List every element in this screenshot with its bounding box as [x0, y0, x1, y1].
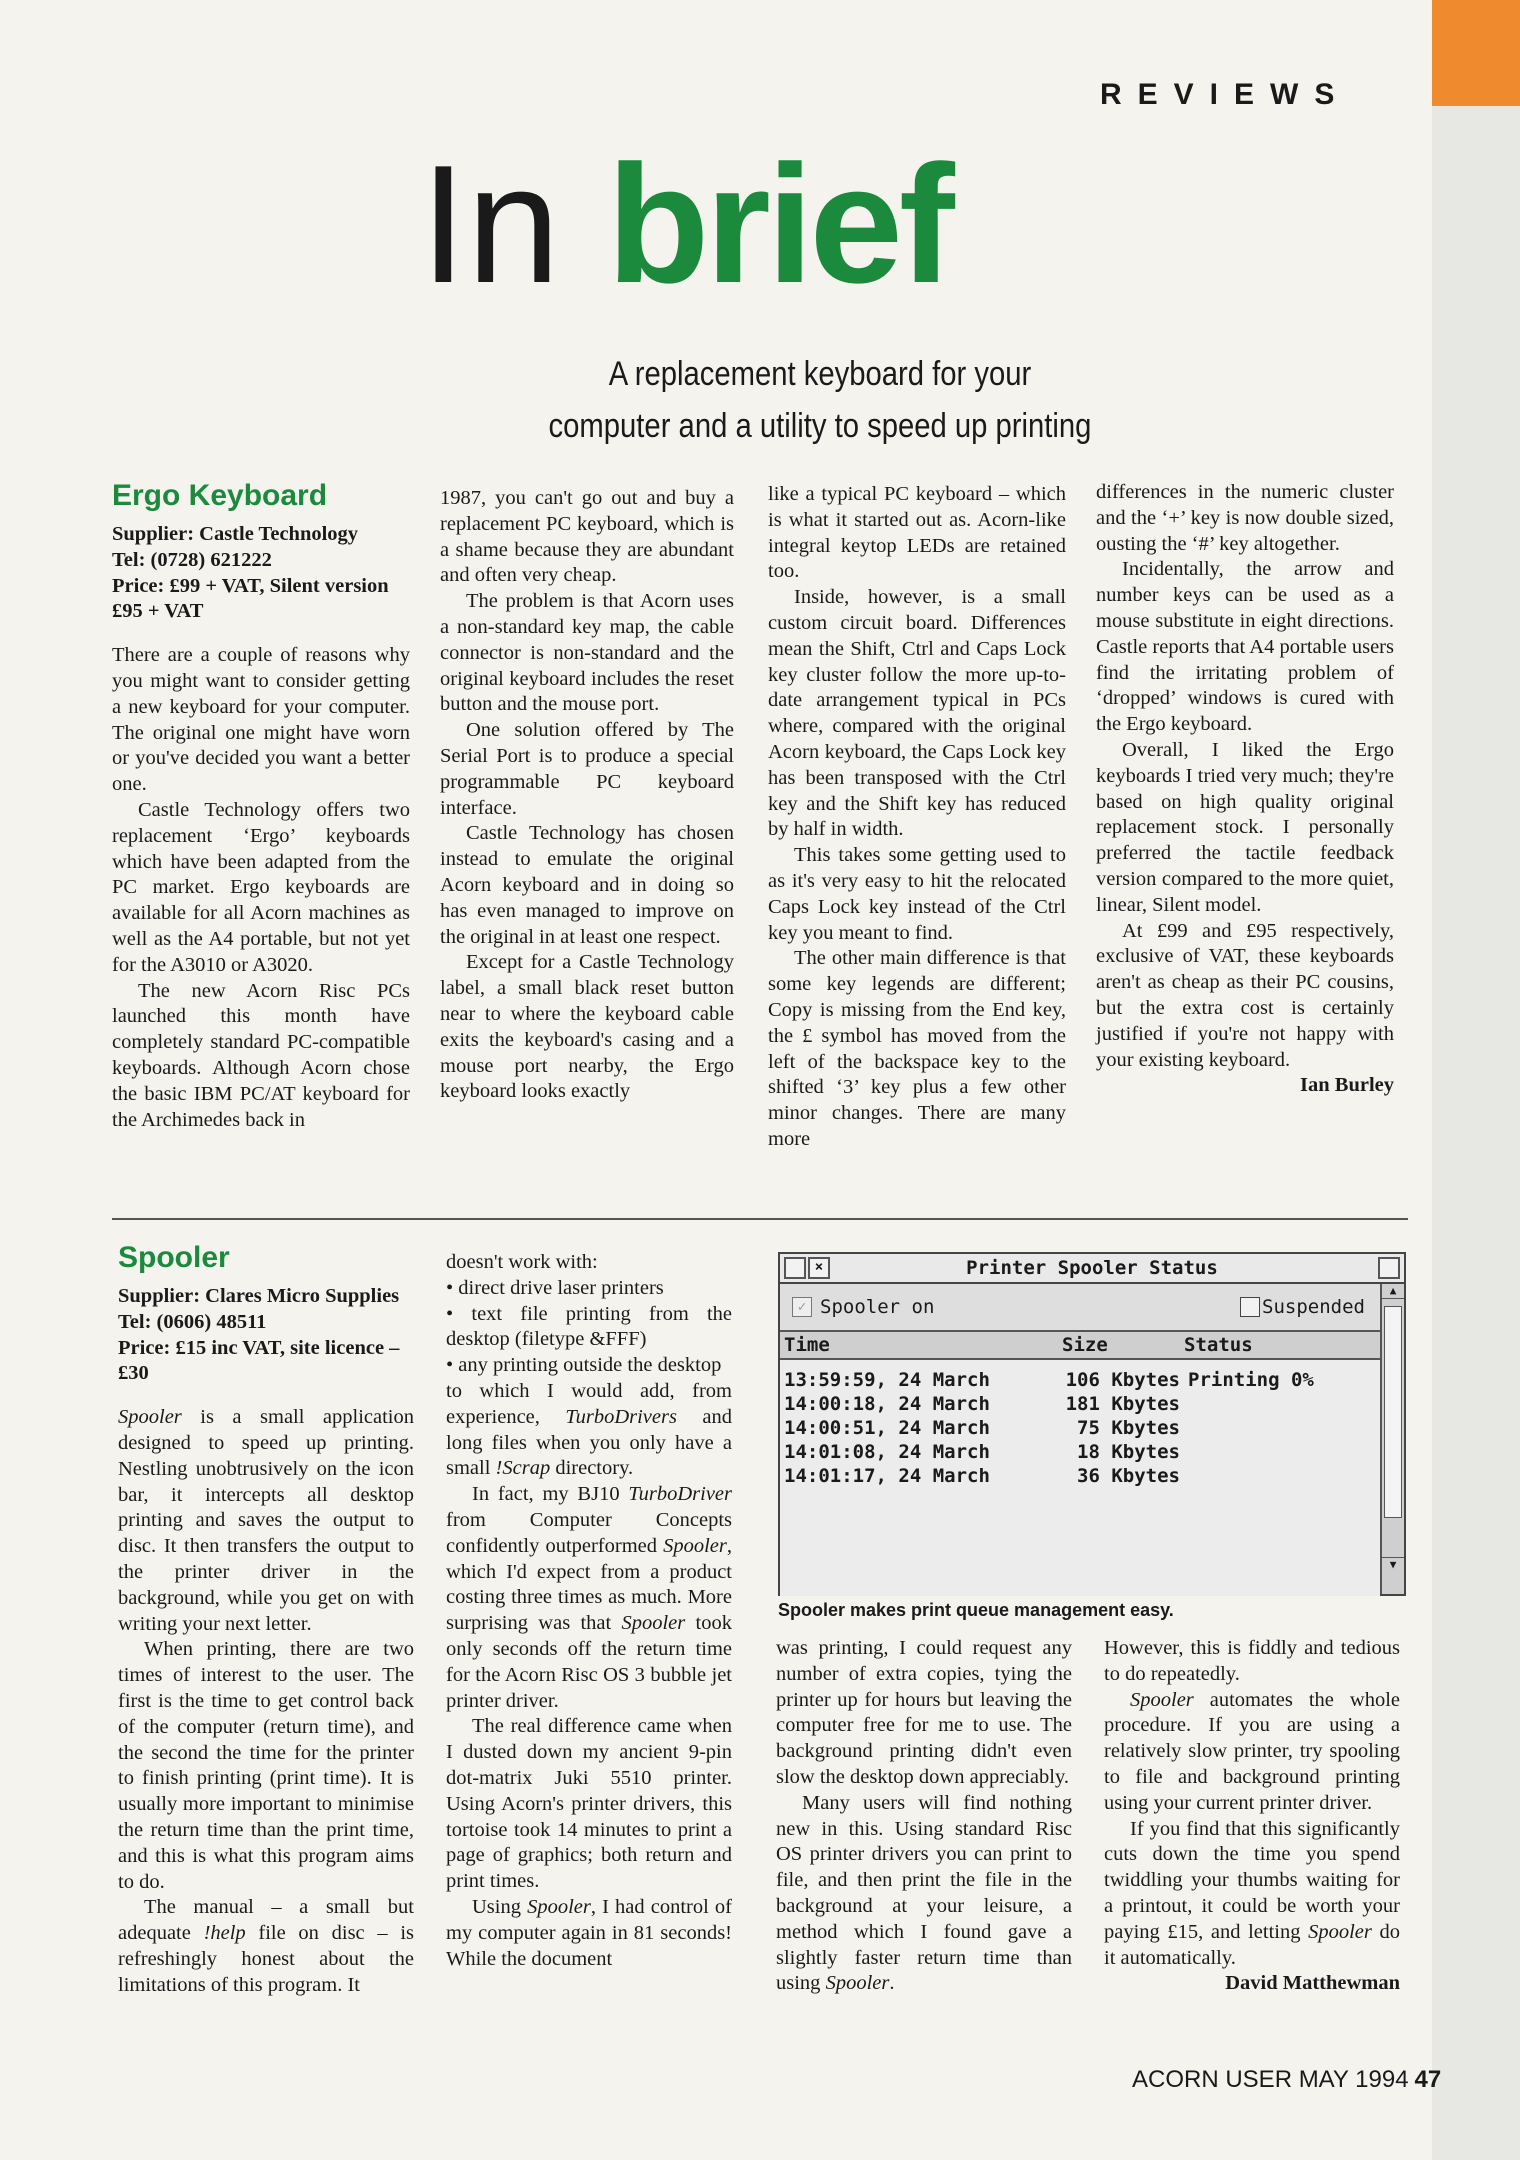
column-header-time: Time [784, 1334, 830, 1356]
bullet-item: • text file printing from the desktop (filetype &FFF) [446, 1302, 732, 1351]
paragraph: Incidentally, the arrow and number keys can be used as a mouse substitute in eight directions. Castle reports that A4 portable users find the irritating problem of ‘dropped’ windows is cured with the Ergo keyboard. [1096, 558, 1394, 736]
subtitle-line: A replacement keyboard for your [608, 355, 1032, 393]
title-word-in: In [420, 130, 561, 318]
paragraph: Spooler is a small application designed to speed up printing. Nestling unobtrusively on the icon bar, it intercepts all desktop printing and saves the output to disc. It then transfers the output to the printer driver in the background, while you get on with writing your next letter. [118, 1406, 414, 1635]
queue-list [780, 1360, 1380, 1596]
paragraph: Except for a Castle Technology label, a small black reset button near to where the keyboard cable exits the keyboard's casing and a mouse port nearby, the Ergo keyboard looks exactly [440, 951, 734, 1103]
bullet-item: • any printing outside the desktop [446, 1354, 722, 1377]
queue-row: 13:59:59, 24 March 106 Kbytes Printing 0% [784, 1369, 1314, 1391]
suspended-label: Suspended [1262, 1296, 1365, 1318]
scroll-up-icon: ▲ [1382, 1284, 1404, 1299]
spooler-column-3 [776, 1636, 1072, 1997]
ergo-column-2 [440, 486, 734, 1105]
spooler-column-1 [118, 1240, 414, 1999]
spooler-tel: Tel: (0606) 48511 [118, 1310, 267, 1333]
control-row [780, 1284, 1380, 1330]
back-icon [784, 1257, 806, 1279]
page-edge-strip [1432, 106, 1520, 2160]
paragraph: If you find that this significantly cuts down the time you spend twiddling your thumbs waiting for a printout, it could be worth your paying £15, and letting Spooler do it automatically. [1104, 1817, 1401, 1969]
suspended-checkbox-icon [1240, 1297, 1260, 1317]
scroll-thumb [1384, 1306, 1402, 1518]
spooler-price: Price: £15 inc VAT, site licence – £30 [118, 1336, 400, 1385]
column-header-status: Status [1184, 1334, 1253, 1356]
subtitle-line: computer and a utility to speed up printing [548, 407, 1092, 445]
queue-row: 14:00:51, 24 March 75 Kbytes [784, 1417, 1180, 1439]
window-title: Printer Spooler Status [966, 1257, 1218, 1279]
column-header-size: Size [1062, 1334, 1108, 1356]
window-title-bar [780, 1254, 1404, 1284]
paragraph: Castle Technology offers two replacement ‘Ergo’ keyboards which have been adapted from the PC market. Ergo keyboards are available for all Acorn machines as well as the A4 portable, but not yet for the A3010 or A3020. [112, 798, 410, 976]
page-title [420, 130, 951, 318]
column-header-row [780, 1330, 1380, 1360]
paragraph: differences in the numeric cluster and the ‘+’ key is now double sized, ousting the ‘#’ key altogether. [1096, 481, 1394, 555]
paragraph: to which I would add, from experience, TurboDrivers and long files when you only have a small !Scrap directory. [446, 1379, 732, 1480]
spooler-supplier-info [118, 1284, 414, 1387]
window-scrollbar [1380, 1284, 1404, 1594]
magazine-issue: ACORN USER MAY 1994 [1132, 2066, 1409, 2093]
spooler-supplier: Supplier: Clares Micro Supplies [118, 1285, 400, 1307]
spooler-column-4 [1104, 1636, 1400, 1997]
paragraph: Spooler automates the whole procedure. If you are using a relatively slow printer, try spooling to file and background printing using your current printer driver. [1104, 1688, 1400, 1814]
ergo-column-3 [768, 482, 1066, 1153]
queue-row: 14:00:18, 24 March 181 Kbytes [784, 1393, 1180, 1415]
ergo-heading: Ergo Keyboard [112, 479, 328, 512]
paragraph: Using Spooler, I had control of my computer again in 81 seconds! While the document [446, 1895, 732, 1970]
queue-row: 14:01:17, 24 March 36 Kbytes [784, 1465, 1180, 1487]
paragraph: Inside, however, is a small custom circuit board. Differences mean the Shift, Ctrl and Caps Lock key cluster follow the more up-to-date arrangement typical in PCs where, compared with the original Acorn keyboard, the Caps Lock key has been transposed with the Ctrl key and the Shift key has reduced by half in width. [768, 586, 1066, 841]
ergo-supplier: Supplier: Castle Technology [112, 523, 359, 545]
title-word-brief: brief [606, 130, 951, 318]
paragraph: The manual – a small but adequate !help file on disc – is refreshingly honest about the limitations of this program. It [118, 1896, 415, 1996]
italic-title: Spooler [118, 1406, 182, 1429]
section-label: REVIEWS [1100, 78, 1351, 111]
paragraph: The new Acorn Risc PCs launched this month have completely standard PC-compatible keyboards. Although Acorn chose the basic IBM PC/AT keyboard for the Archimedes back in [112, 979, 410, 1131]
ergo-supplier-info [112, 522, 410, 625]
page-number: 47 [1414, 2066, 1442, 2093]
paragraph: Overall, I liked the Ergo keyboards I tried very much; they're based on high quality original replacement stock. I personally preferred the tactile feedback version compared to the more quiet, linear, Silent model. [1096, 738, 1394, 916]
page-corner-tab [1432, 0, 1520, 106]
paragraph: However, this is fiddly and tedious to do repeatedly. [1104, 1637, 1400, 1685]
bullet-item: • direct drive laser printers [446, 1276, 664, 1299]
toggle-size-icon [1378, 1257, 1400, 1279]
paragraph: The other main difference is that some key legends are different; Copy is missing from the End key, the £ symbol has moved from the left of the backspace key to the shifted ‘3’ key plus a few other minor changes. There are many more [768, 947, 1066, 1150]
window-body [780, 1284, 1380, 1594]
paragraph: doesn't work with: [446, 1251, 598, 1273]
paragraph: like a typical PC keyboard – which is what it started out as. Acorn-like integral keytop LEDs are retained too. [768, 483, 1066, 583]
paragraph: Castle Technology has chosen instead to emulate the original Acorn keyboard and in doing so has even managed to improve on the original in at least one respect. [440, 822, 734, 948]
ergo-price: Price: £99 + VAT, Silent version £95 + VAT [112, 574, 389, 623]
spooler-on-label: Spooler on [820, 1296, 935, 1318]
spooler-column-2 [446, 1250, 732, 1972]
scroll-down-icon: ▼ [1382, 1557, 1404, 1572]
section-divider [112, 1218, 1408, 1220]
close-icon: × [808, 1257, 830, 1279]
paragraph: Many users will find nothing new in this. Using standard Risc OS printer drivers you can print to file, and then print the file in the background at your leisure, a method which I found gave a slightly faster return time than using Spooler. [776, 1791, 1072, 1995]
paragraph: The problem is that Acorn uses a non-standard key map, the cable connector is non-standard and the original keyboard includes the reset button and the mouse port. [440, 590, 734, 716]
paragraph: was printing, I could request any number of extra copies, tying the printer up for hours but leaving the computer free for me to use. The background printing didn't even slow the desktop down appreciably. [776, 1637, 1072, 1788]
spooler-on-checkbox-icon: ✓ [792, 1297, 812, 1317]
ergo-column-1 [112, 478, 410, 1133]
paragraph: This takes some getting used to as it's very easy to hit the relocated Caps Lock key instead of the Ctrl key you meant to find. [768, 844, 1066, 944]
ergo-column-4 [1096, 480, 1394, 1099]
paragraph: 1987, you can't go out and buy a replacement PC keyboard, which is a shame because they are abundant and often very cheap. [440, 487, 734, 587]
figure-caption: Spooler makes print queue management easy. [778, 1600, 1174, 1620]
queue-row: 14:01:08, 24 March 18 Kbytes [784, 1441, 1180, 1463]
ergo-tel: Tel: (0728) 621222 [112, 548, 272, 571]
subtitle [467, 348, 1172, 452]
spooler-status-window [778, 1252, 1406, 1596]
spooler-author: David Matthewman [1225, 1972, 1400, 1995]
paragraph: When printing, there are two times of interest to the user. The first is the time to get control back of the computer (return time), and the second the time for the printer to finish printing (print time). It is usually more important to minimise the return time than the print time, and this is what this program aims to do. [118, 1638, 414, 1893]
page-footer [1132, 2066, 1441, 2094]
paragraph: At £99 and £95 respectively, exclusive of VAT, these keyboards aren't as cheap as their PC cousins, but the extra cost is certainly justified if you're not happy with your existing keyboard. [1096, 919, 1394, 1071]
paragraph: There are a couple of reasons why you might want to consider getting a new keyboard for your computer. The original one might have worn or you've decided you want a better one. [112, 644, 410, 796]
spooler-heading: Spooler [118, 1241, 230, 1274]
paragraph: The real difference came when I dusted down my ancient 9-pin dot-matrix Juki 5510 printer. Using Acorn's printer drivers, this tortoise took 14 minutes to print a page of graphics; both return and print times. [446, 1715, 732, 1893]
paragraph: One solution offered by The Serial Port is to produce a special programmable PC keyboard interface. [440, 719, 734, 819]
ergo-author: Ian Burley [1300, 1074, 1394, 1097]
paragraph: In fact, my BJ10 TurboDriver from Computer Concepts confidently outperformed Spooler, which I'd expect from a product costing three times as much. More surprising was that Spooler took only seconds off the return time for the Acorn Risc OS 3 bubble jet printer driver. [446, 1483, 732, 1712]
